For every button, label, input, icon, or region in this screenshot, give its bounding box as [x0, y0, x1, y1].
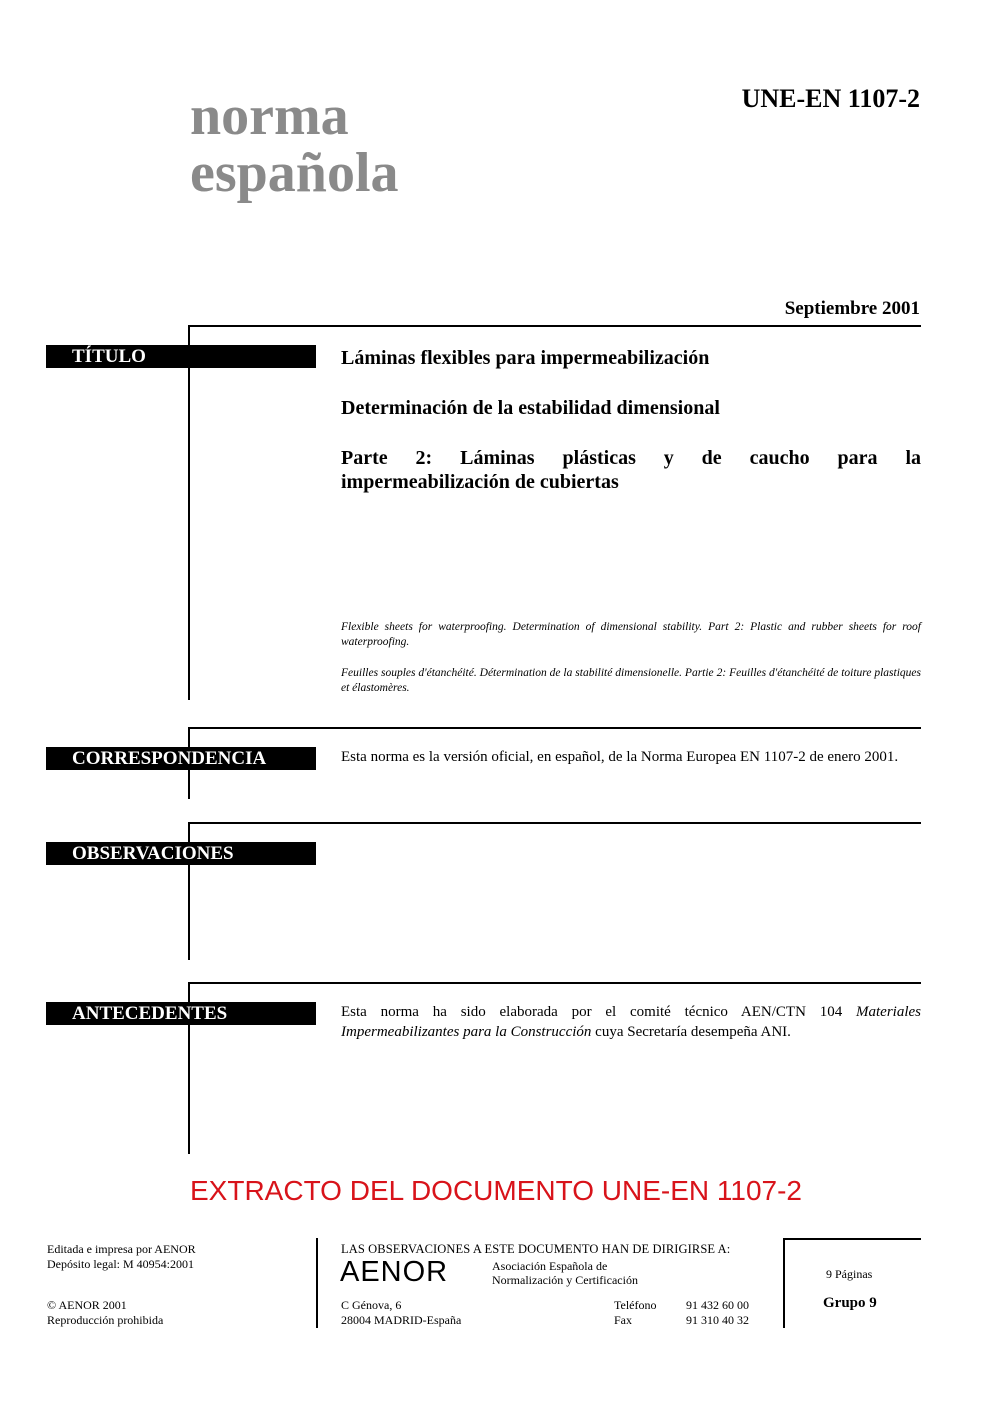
- assoc-line-1: Asociación Española de: [492, 1259, 608, 1273]
- title-line-3b: impermeabilización de cubiertas: [341, 471, 619, 493]
- section-vertical-rule: [188, 325, 190, 700]
- title-line-1: Láminas flexibles para impermeabilización: [341, 347, 710, 369]
- label-correspondencia: CORRESPONDENCIA: [46, 747, 316, 770]
- assoc-line-2: Normalización y Certificación: [492, 1273, 638, 1287]
- brand-line-1: norma: [190, 85, 349, 147]
- address-line-2: 28004 MADRID-España: [341, 1313, 462, 1327]
- publication-date: Septiembre 2001: [784, 298, 920, 319]
- address-line-1: C Génova, 6: [341, 1298, 402, 1312]
- title-line-2: Determinación de la estabilidad dimensional: [341, 397, 720, 419]
- antecedentes-text-start: Esta norma ha sido elaborada por el comité técnico AEN/CTN 104: [341, 1004, 856, 1020]
- footer-edited: Editada e impresa por AENOR: [47, 1242, 196, 1256]
- english-title: Flexible sheets for waterproofing. Determination of dimensional stability. Part 2: Plastic and rubber sheets for roof waterproofing.: [341, 621, 921, 648]
- french-title: Feuilles souples d'étanchéité. Détermination de la stabilité dimensionelle. Partie 2: Feuilles d'étanchéité de toiture plastiques et élastomères.: [341, 667, 921, 694]
- committee-name: Materiales Impermeabilizantes para la Construcción: [341, 1004, 921, 1040]
- pages-box-top: [783, 1238, 921, 1240]
- section-divider: [188, 982, 921, 984]
- antecedentes-text-end: cuya Secretaría desempeña ANI.: [591, 1024, 791, 1040]
- title-line-3a: Parte 2: Láminas plásticas y de caucho para la: [341, 447, 921, 469]
- section-divider: [188, 822, 921, 824]
- pages-box-left: [783, 1238, 785, 1328]
- antecedentes-text: [341, 1002, 921, 1042]
- footer-reproduction: Reproducción prohibida: [47, 1313, 164, 1327]
- observations-heading: LAS OBSERVACIONES A ESTE DOCUMENTO HAN DE DIRIGIRSE A:: [341, 1242, 731, 1256]
- label-antecedentes: ANTECEDENTES: [46, 1002, 316, 1025]
- phone-label: Teléfono: [614, 1298, 657, 1312]
- section-divider: [188, 727, 921, 729]
- label-titulo: TÍTULO: [46, 345, 316, 368]
- section-divider: [188, 325, 921, 327]
- footer-deposit: Depósito legal: M 40954:2001: [47, 1257, 194, 1271]
- correspondencia-text: Esta norma es la versión oficial, en español, de la Norma Europea EN 1107-2 de enero 2001.: [341, 749, 899, 765]
- fax-label: Fax: [614, 1313, 632, 1327]
- footer-copyright: © AENOR 2001: [47, 1298, 127, 1312]
- standard-code: UNE-EN 1107-2: [741, 84, 920, 113]
- phone-value: 91 432 60 00: [686, 1298, 749, 1312]
- fax-value: 91 310 40 32: [686, 1313, 749, 1327]
- page-count: 9 Páginas: [826, 1267, 873, 1281]
- footer-divider: [316, 1238, 318, 1328]
- extract-notice: EXTRACTO DEL DOCUMENTO UNE-EN 1107-2: [190, 1175, 802, 1206]
- brand-line-2: española: [190, 142, 399, 204]
- aenor-logo: AENOR: [340, 1256, 449, 1288]
- label-observaciones: OBSERVACIONES: [46, 842, 316, 865]
- price-group: Grupo 9: [823, 1295, 877, 1311]
